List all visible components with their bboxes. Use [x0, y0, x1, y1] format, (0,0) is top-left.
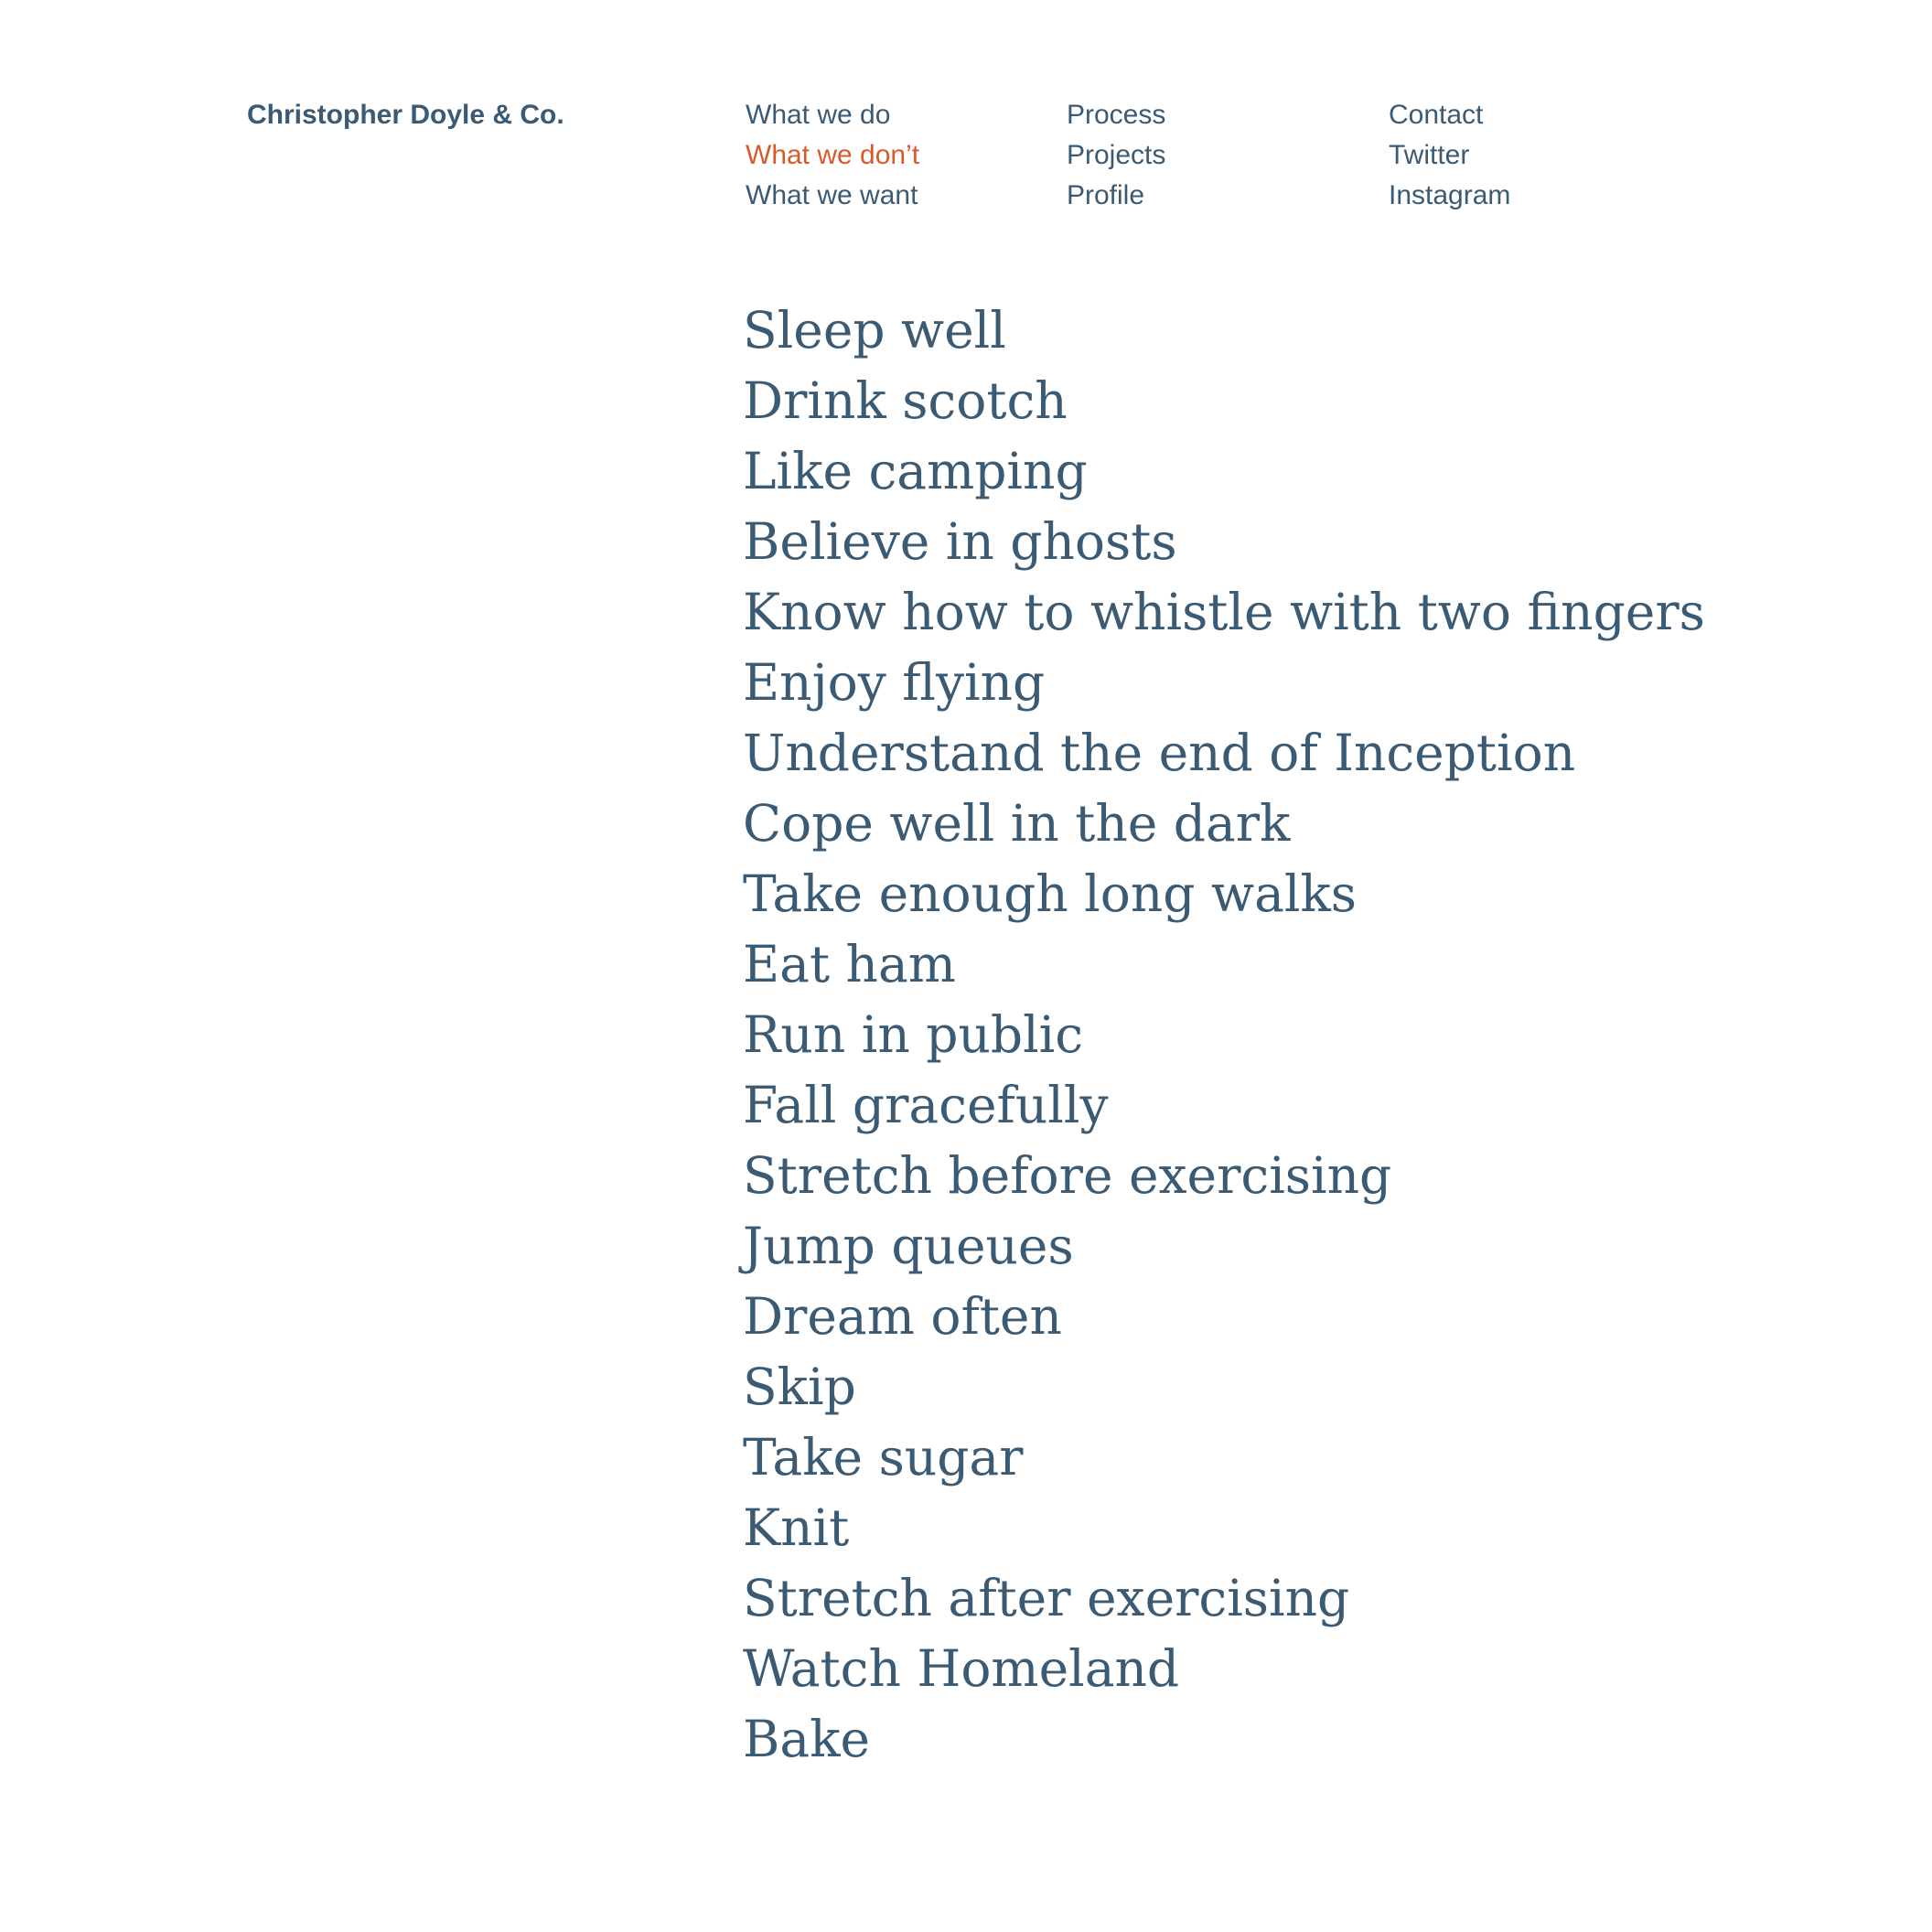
list-item: Like camping	[743, 442, 1088, 500]
what-we-dont-list	[743, 295, 1705, 1775]
nav-column-social	[1389, 95, 1510, 216]
nav-link-contact[interactable]: Contact	[1389, 100, 1484, 130]
list-item: Knit	[743, 1498, 850, 1557]
list-item: Take sugar	[743, 1428, 1024, 1487]
nav-column-work	[1067, 95, 1165, 216]
list-item: Run in public	[743, 1005, 1084, 1064]
nav-link-twitter[interactable]: Twitter	[1389, 140, 1470, 170]
list-item: Drink scotch	[743, 371, 1068, 430]
nav-link-process[interactable]: Process	[1067, 100, 1166, 130]
nav-column-about	[746, 95, 919, 216]
list-item: Enjoy flying	[743, 653, 1046, 712]
list-item: Skip	[743, 1358, 856, 1416]
list-item: Bake	[743, 1710, 871, 1768]
list-item: Understand the end of Inception	[743, 724, 1576, 782]
brand-logo-link[interactable]: Christopher Doyle & Co.	[247, 100, 564, 130]
list-item: Cope well in the dark	[743, 794, 1291, 853]
nav-link-what-we-want[interactable]: What we want	[746, 180, 918, 210]
nav-link-profile[interactable]: Profile	[1067, 180, 1145, 210]
list-item: Sleep well	[743, 301, 1006, 360]
list-item: Take enough long walks	[743, 864, 1358, 923]
list-item: Dream often	[743, 1287, 1062, 1346]
list-item: Fall gracefully	[743, 1076, 1109, 1134]
list-item: Stretch after exercising	[743, 1569, 1350, 1627]
nav-link-what-we-do[interactable]: What we do	[746, 100, 891, 130]
list-item: Eat ham	[743, 935, 956, 993]
list-item: Know how to whistle with two fingers	[743, 583, 1705, 641]
nav-link-projects[interactable]: Projects	[1067, 140, 1166, 170]
nav-link-what-we-dont[interactable]: What we don’t	[746, 140, 920, 170]
list-item: Believe in ghosts	[743, 512, 1177, 571]
list-item: Stretch before exercising	[743, 1146, 1392, 1205]
list-item: Jump queues	[743, 1217, 1074, 1275]
nav-link-instagram[interactable]: Instagram	[1389, 180, 1511, 210]
list-item: Watch Homeland	[743, 1639, 1180, 1698]
